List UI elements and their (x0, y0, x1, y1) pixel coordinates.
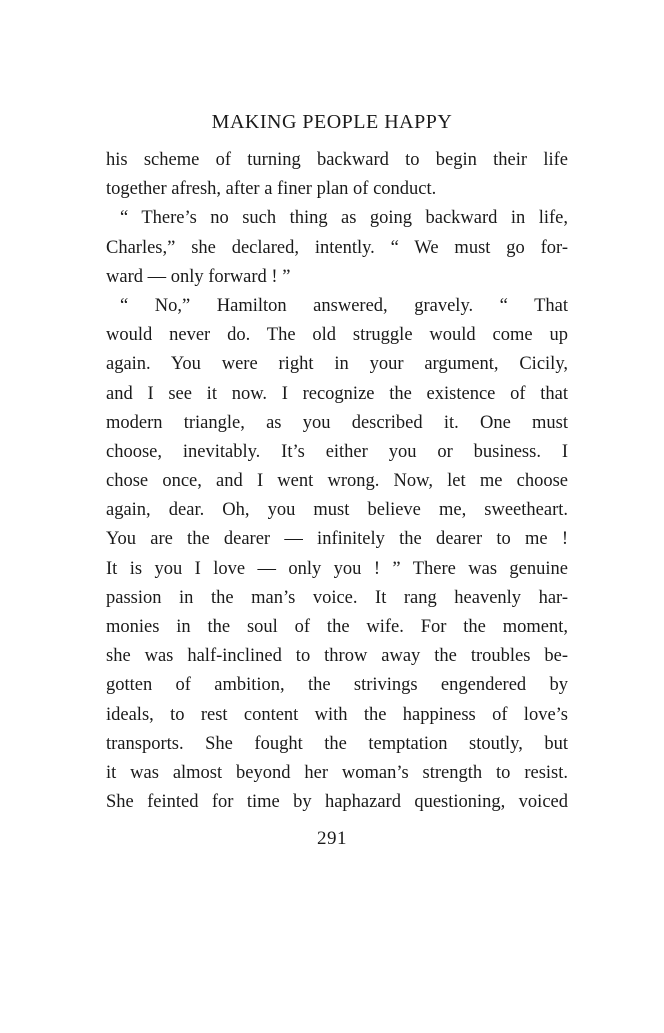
text-line: It is you I love — only you ! ” There was genuine (106, 558, 568, 579)
text-line: together afresh, after a finer plan of conduct. (106, 179, 437, 200)
text-line: choose, inevitably. It’s either you or business. I (106, 441, 568, 462)
text-line: transports. She fought the temptation stoutly, but (106, 733, 568, 754)
text-line: You are the dearer — infinitely the dearer to me ! (106, 529, 568, 550)
text-line: ideals, to rest content with the happiness of love’s (106, 704, 568, 725)
text-line: Charles,” she declared, intently. “ We must go for- (106, 237, 568, 258)
text-line: chose once, and I went wrong. Now, let me choose (106, 471, 568, 492)
body-text (106, 146, 568, 817)
text-line: and I see it now. I recognize the existence of that (106, 383, 568, 404)
text-line: would never do. The old struggle would come up (106, 325, 568, 346)
page-number: 291 (317, 828, 347, 849)
text-line: it was almost beyond her woman’s strength to resist. (106, 762, 568, 783)
text-line: again. You were right in your argument, Cicily, (106, 354, 568, 375)
text-line: “ No,” Hamilton answered, gravely. “ That (120, 295, 568, 316)
text-line: She feinted for time by haphazard questioning, voiced (106, 792, 568, 813)
text-line: his scheme of turning backward to begin their life (106, 150, 568, 170)
text-line: she was half-inclined to throw away the troubles be- (106, 646, 568, 667)
text-line: modern triangle, as you described it. One must (106, 412, 568, 433)
text-line: “ There’s no such thing as going backward in life, (120, 208, 568, 229)
text-line: monies in the soul of the wife. For the moment, (106, 617, 568, 637)
running-head: MAKING PEOPLE HAPPY (211, 111, 453, 133)
text-line: again, dear. Oh, you must believe me, sweetheart. (106, 500, 568, 521)
text-line: gotten of ambition, the strivings engendered by (106, 675, 568, 696)
text-line: ward — only forward ! ” (106, 266, 291, 287)
text-line: passion in the man’s voice. It rang heavenly har- (106, 587, 568, 608)
